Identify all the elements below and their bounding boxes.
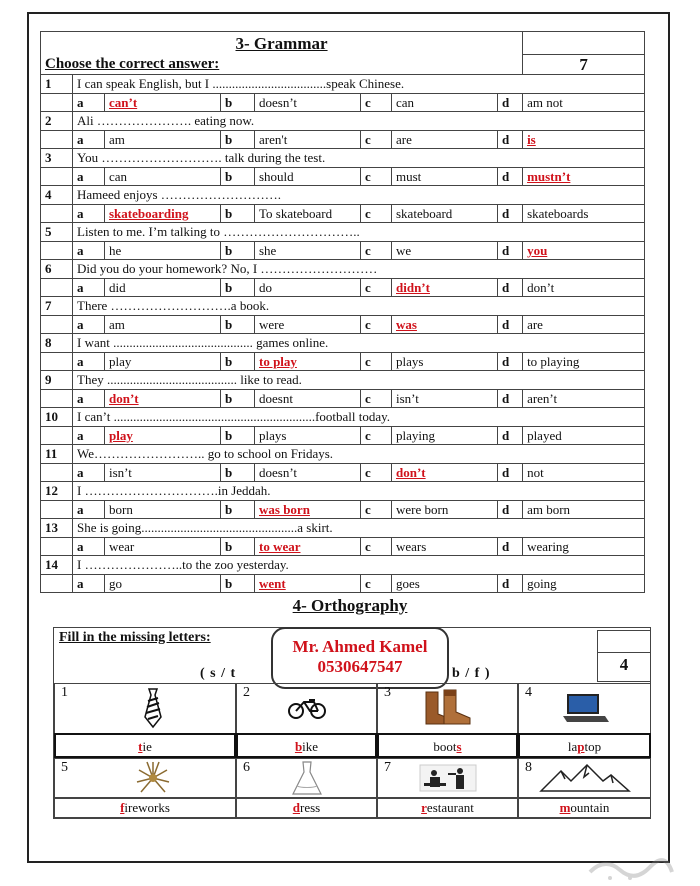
option-text: To skateboard: [259, 205, 333, 221]
correct-option[interactable]: [255, 574, 361, 593]
word-box[interactable]: [236, 797, 377, 818]
option-text: should: [259, 168, 294, 184]
answer-option[interactable]: [523, 500, 645, 519]
question-row: [41, 297, 645, 316]
question-row: [41, 149, 645, 168]
answer-option[interactable]: [105, 167, 221, 186]
option-text: am: [109, 316, 125, 332]
question-number: 1: [41, 75, 73, 94]
option-text: can: [396, 94, 415, 110]
answer-option[interactable]: [105, 352, 221, 371]
dress-icon: [291, 760, 323, 801]
option-text: wears: [396, 538, 427, 554]
tie-icon: [141, 687, 165, 734]
question-number: 6: [41, 260, 73, 279]
options-row: [41, 241, 645, 260]
option-text: we: [396, 242, 412, 258]
correct-option[interactable]: [523, 130, 645, 149]
option-letter: c: [361, 500, 392, 519]
missing-letter: b: [294, 739, 303, 754]
teacher-stamp: [271, 627, 449, 689]
option-text: doesnt: [259, 390, 293, 406]
correct-option[interactable]: [255, 500, 361, 519]
option-letter: d: [498, 426, 523, 445]
option-letter: b: [221, 315, 255, 334]
option-letter: c: [361, 352, 392, 371]
option-text: are: [527, 316, 543, 332]
word-prefix: boot: [433, 739, 457, 754]
option-letter: c: [361, 426, 392, 445]
options-row: [41, 574, 645, 593]
answer-option[interactable]: [392, 130, 498, 149]
option-text: skateboard: [396, 205, 453, 221]
options-row: [41, 93, 645, 112]
bike-icon: [287, 696, 327, 725]
option-text: did: [109, 279, 126, 295]
options-row: [41, 500, 645, 519]
correct-option[interactable]: [392, 278, 498, 297]
answer-option[interactable]: [255, 130, 361, 149]
option-letter: a: [73, 130, 105, 149]
option-letter: a: [73, 389, 105, 408]
orthography-score: 4: [619, 655, 629, 674]
option-letter: b: [221, 574, 255, 593]
option-text: am not: [527, 94, 563, 110]
answer-option[interactable]: [105, 315, 221, 334]
picture-number: 8: [525, 760, 532, 775]
option-letter: c: [361, 389, 392, 408]
answer-option[interactable]: [105, 278, 221, 297]
answer-option[interactable]: [255, 463, 361, 482]
answer-option[interactable]: [523, 463, 645, 482]
option-text: is: [527, 131, 536, 147]
option-text: playing: [396, 427, 435, 443]
word-suffix: ress: [300, 800, 321, 815]
option-text: born: [109, 501, 133, 517]
question-text: They ........................................ like to read.: [73, 371, 645, 390]
question-number: 9: [41, 371, 73, 390]
question-row: [41, 334, 645, 353]
word-suffix: ountain: [570, 800, 610, 815]
word-box[interactable]: [54, 733, 236, 758]
question-number: 12: [41, 482, 73, 501]
options-row: [41, 278, 645, 297]
correct-option[interactable]: [105, 389, 221, 408]
watermark-logo: [580, 852, 680, 882]
word-suffix: estaurant: [426, 800, 474, 815]
correct-option[interactable]: [255, 537, 361, 556]
question-number: 10: [41, 408, 73, 427]
option-text: can: [109, 168, 128, 184]
answer-option[interactable]: [392, 352, 498, 371]
option-letter: d: [498, 241, 523, 260]
question-text: You ………………………. talk during the test.: [73, 149, 645, 168]
answer-option[interactable]: [105, 130, 221, 149]
answer-option[interactable]: [523, 204, 645, 223]
options-row: [41, 167, 645, 186]
options-row: [41, 537, 645, 556]
answer-option[interactable]: [255, 204, 361, 223]
answer-option[interactable]: [255, 278, 361, 297]
option-letter: b: [221, 167, 255, 186]
option-text: am born: [527, 501, 571, 517]
option-letter: c: [361, 167, 392, 186]
option-text: are: [396, 131, 412, 147]
option-letter: a: [73, 278, 105, 297]
answer-option[interactable]: [255, 93, 361, 112]
question-number: 11: [41, 445, 73, 464]
word-suffix: top: [584, 739, 602, 754]
option-letter: c: [361, 278, 392, 297]
word-suffix: ireworks: [124, 800, 170, 815]
question-number: 14: [41, 556, 73, 575]
option-text: play: [109, 353, 132, 369]
option-text: going: [527, 575, 557, 591]
orthography-instruction: Fill in the missing letters:: [59, 630, 211, 645]
question-row: [41, 556, 645, 575]
option-letter: b: [221, 352, 255, 371]
question-text: I can speak English, but I ...................................speak Chinese.: [73, 75, 645, 94]
word-box[interactable]: [377, 797, 518, 818]
options-row: [41, 204, 645, 223]
option-letter: c: [361, 130, 392, 149]
word-box[interactable]: [54, 797, 236, 818]
options-row: [41, 315, 645, 334]
grammar-instruction: Choose the correct answer:: [41, 55, 523, 75]
picture-number: 2: [243, 685, 250, 700]
answer-option[interactable]: [105, 537, 221, 556]
answer-option[interactable]: [392, 167, 498, 186]
question-text: Listen to me. I’m talking to …………………………..: [73, 223, 645, 242]
orthography-title: 4- Orthography: [292, 596, 408, 615]
option-letter: c: [361, 204, 392, 223]
option-text: goes: [396, 575, 420, 591]
word-box[interactable]: [518, 733, 651, 758]
option-letter: a: [73, 167, 105, 186]
option-text: was born: [259, 501, 310, 517]
option-text: plays: [259, 427, 287, 443]
option-letter: b: [221, 241, 255, 260]
word-prefix: la: [567, 739, 578, 754]
answer-option[interactable]: [392, 426, 498, 445]
picture-number: 6: [243, 760, 250, 775]
answer-option[interactable]: [255, 167, 361, 186]
option-letter: d: [498, 315, 523, 334]
option-text: were born: [396, 501, 449, 517]
option-letter: a: [73, 315, 105, 334]
answer-option[interactable]: [392, 204, 498, 223]
answer-option[interactable]: [255, 315, 361, 334]
picture-number: 7: [384, 760, 391, 775]
teacher-phone: 0530647547: [317, 657, 403, 676]
word-box[interactable]: [518, 797, 651, 818]
answer-option[interactable]: [523, 537, 645, 556]
option-text: mustn’t: [527, 168, 571, 184]
question-text: I ………………………….in Jeddah.: [73, 482, 645, 501]
answer-option[interactable]: [255, 426, 361, 445]
answer-option[interactable]: [105, 463, 221, 482]
option-text: don’t: [396, 464, 426, 480]
answer-option[interactable]: [105, 574, 221, 593]
option-text: plays: [396, 353, 424, 369]
option-letter: a: [73, 463, 105, 482]
letters-hint-right: b / f ): [452, 666, 491, 681]
option-letter: b: [221, 500, 255, 519]
question-row: [41, 186, 645, 205]
option-letter: a: [73, 426, 105, 445]
option-text: go: [109, 575, 122, 591]
picture-number: 4: [525, 685, 532, 700]
option-letter: d: [498, 93, 523, 112]
option-letter: b: [221, 463, 255, 482]
answer-option[interactable]: [105, 241, 221, 260]
question-number: 2: [41, 112, 73, 131]
restaurant-icon: [418, 763, 478, 798]
correct-option[interactable]: [105, 204, 221, 223]
option-letter: a: [73, 93, 105, 112]
option-letter: d: [498, 352, 523, 371]
answer-option[interactable]: [392, 389, 498, 408]
option-text: was: [396, 316, 417, 332]
option-letter: b: [221, 278, 255, 297]
grammar-score: 7: [523, 55, 645, 75]
mountain-icon: [539, 763, 631, 798]
letters-hint-left: ( s / t: [200, 666, 237, 681]
fireworks-icon: [133, 760, 173, 801]
answer-option[interactable]: [392, 241, 498, 260]
missing-letter: p: [577, 739, 585, 754]
option-text: she: [259, 242, 277, 258]
option-text: to wear: [259, 538, 301, 554]
question-row: [41, 75, 645, 94]
option-letter: b: [221, 537, 255, 556]
answer-option[interactable]: [523, 352, 645, 371]
option-letter: d: [498, 500, 523, 519]
missing-letter: f: [120, 800, 125, 815]
option-letter: b: [221, 204, 255, 223]
question-number: 5: [41, 223, 73, 242]
options-row: [41, 130, 645, 149]
options-row: [41, 426, 645, 445]
option-text: played: [527, 427, 562, 443]
answer-option[interactable]: [392, 93, 498, 112]
option-text: must: [396, 168, 422, 184]
question-text: There ……………………….a book.: [73, 297, 645, 316]
question-text: I can’t ..............................................................football today.: [73, 408, 645, 427]
correct-option[interactable]: [392, 463, 498, 482]
word-box[interactable]: [377, 733, 518, 758]
question-text: Did you do your homework? No, I ………………………: [73, 260, 645, 279]
answer-option[interactable]: [523, 389, 645, 408]
option-letter: d: [498, 130, 523, 149]
question-text: Hameed enjoys ……………………….: [73, 186, 645, 205]
question-row: [41, 223, 645, 242]
option-text: am: [109, 131, 125, 147]
option-text: don’t: [109, 390, 139, 406]
option-letter: a: [73, 574, 105, 593]
option-text: doesn’t: [259, 464, 298, 480]
question-number: 7: [41, 297, 73, 316]
question-text: We…………………….. go to school on Fridays.: [73, 445, 645, 464]
option-letter: d: [498, 537, 523, 556]
laptop-icon: [561, 692, 609, 729]
question-text: I want ........................................... games online.: [73, 334, 645, 353]
option-letter: a: [73, 204, 105, 223]
question-row: [41, 482, 645, 501]
picture-number: 3: [384, 685, 391, 700]
option-text: wear: [109, 538, 135, 554]
correct-option[interactable]: [255, 352, 361, 371]
question-row: [41, 112, 645, 131]
grammar-title: 3- Grammar: [41, 32, 523, 55]
option-text: not: [527, 464, 544, 480]
missing-letter: r: [421, 800, 427, 815]
question-number: 8: [41, 334, 73, 353]
option-text: were: [259, 316, 285, 332]
correct-option[interactable]: [105, 426, 221, 445]
options-row: [41, 352, 645, 371]
option-letter: c: [361, 93, 392, 112]
missing-letter: m: [559, 800, 571, 815]
option-letter: a: [73, 537, 105, 556]
option-text: don’t: [527, 279, 555, 295]
option-letter: c: [361, 537, 392, 556]
missing-letter: t: [138, 739, 143, 754]
option-letter: c: [361, 315, 392, 334]
option-letter: a: [73, 352, 105, 371]
question-row: [41, 260, 645, 279]
answer-option[interactable]: [255, 389, 361, 408]
option-letter: b: [221, 130, 255, 149]
question-number: 4: [41, 186, 73, 205]
option-letter: d: [498, 167, 523, 186]
option-letter: a: [73, 500, 105, 519]
option-text: can’t: [109, 94, 138, 110]
options-row: [41, 463, 645, 482]
options-row: [41, 389, 645, 408]
option-text: he: [109, 242, 122, 258]
picture-number: 5: [61, 760, 68, 775]
option-text: skateboards: [527, 205, 589, 221]
option-text: aren’t: [527, 390, 558, 406]
answer-option[interactable]: [523, 93, 645, 112]
answer-option[interactable]: [392, 537, 498, 556]
option-letter: b: [221, 426, 255, 445]
question-text: Ali …………………. eating now.: [73, 112, 645, 131]
answer-option[interactable]: [523, 315, 645, 334]
question-text: I …………………..to the zoo yesterday.: [73, 556, 645, 575]
option-text: went: [259, 575, 286, 591]
option-text: doesn’t: [259, 94, 298, 110]
answer-option[interactable]: [392, 574, 498, 593]
picture-number: 1: [61, 685, 68, 700]
question-number: 13: [41, 519, 73, 538]
correct-option[interactable]: [523, 241, 645, 260]
option-letter: c: [361, 574, 392, 593]
question-row: [41, 408, 645, 427]
missing-letter: s: [456, 739, 462, 754]
option-text: wearing: [527, 538, 569, 554]
correct-option[interactable]: [392, 315, 498, 334]
word-box[interactable]: [236, 733, 377, 758]
answer-option[interactable]: [105, 500, 221, 519]
option-text: you: [527, 242, 548, 258]
question-row: [41, 445, 645, 464]
option-letter: d: [498, 204, 523, 223]
option-letter: b: [221, 389, 255, 408]
option-letter: c: [361, 463, 392, 482]
missing-letter: d: [292, 800, 300, 815]
option-text: didn’t: [396, 279, 430, 295]
option-letter: d: [498, 574, 523, 593]
option-text: do: [259, 279, 272, 295]
question-text: She is going................................................a skirt.: [73, 519, 645, 538]
correct-option[interactable]: [523, 167, 645, 186]
option-letter: d: [498, 389, 523, 408]
question-row: [41, 371, 645, 390]
teacher-name: Mr. Ahmed Kamel: [292, 637, 428, 656]
option-text: play: [109, 427, 133, 443]
question-number: 3: [41, 149, 73, 168]
option-text: isn’t: [396, 390, 419, 406]
option-text: to playing: [527, 353, 580, 369]
grammar-table: [40, 31, 645, 593]
option-text: isn’t: [109, 464, 132, 480]
correct-option[interactable]: [105, 93, 221, 112]
answer-option[interactable]: [523, 574, 645, 593]
answer-option[interactable]: [523, 278, 645, 297]
answer-option[interactable]: [255, 241, 361, 260]
option-letter: d: [498, 463, 523, 482]
option-letter: a: [73, 241, 105, 260]
boots-icon: [422, 688, 474, 733]
word-suffix: ike: [302, 739, 319, 754]
option-text: to play: [259, 353, 297, 369]
answer-option[interactable]: [523, 426, 645, 445]
option-letter: d: [498, 278, 523, 297]
option-text: aren't: [259, 131, 288, 147]
option-letter: b: [221, 93, 255, 112]
answer-option[interactable]: [392, 500, 498, 519]
option-letter: c: [361, 241, 392, 260]
question-row: [41, 519, 645, 538]
word-suffix: ie: [142, 739, 152, 754]
option-text: skateboarding: [109, 205, 189, 221]
